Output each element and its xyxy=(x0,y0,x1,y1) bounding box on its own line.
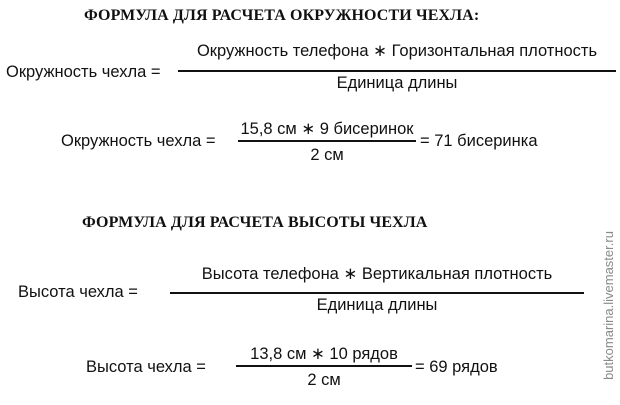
watermark-text: butkomarina.livemaster.ru xyxy=(600,230,616,380)
example-numerator: 15,8 см ∗ 9 бисеринок xyxy=(240,120,414,138)
formula-lhs: Окружность чехла = xyxy=(6,63,161,81)
formula-numerator: Высота телефона ∗ Вертикальная плотность xyxy=(201,265,553,283)
example-denominator: 2 см xyxy=(307,371,341,389)
watermark xyxy=(598,205,618,405)
fraction-bar xyxy=(238,140,416,142)
formula-numerator: Окружность телефона ∗ Горизонтальная плотность xyxy=(196,42,598,60)
example-denominator: 2 см xyxy=(310,146,344,164)
formula-denominator: Единица длины xyxy=(316,296,438,314)
example-lhs: Окружность чехла = xyxy=(61,132,216,150)
fraction-bar xyxy=(170,292,584,294)
formula-denominator: Единица длины xyxy=(336,74,458,92)
fraction-bar xyxy=(236,365,412,367)
fraction-bar xyxy=(178,70,616,72)
formula-lhs: Высота чехла = xyxy=(18,283,138,301)
section2-heading: ФОРМУЛА ДЛЯ РАСЧЕТА ВЫСОТЫ ЧЕХЛА xyxy=(82,214,428,231)
example-result: = 71 бисеринка xyxy=(420,132,538,150)
example-numerator: 13,8 см ∗ 10 рядов xyxy=(250,345,398,363)
example-lhs: Высота чехла = xyxy=(86,358,206,376)
section1-heading: ФОРМУЛА ДЛЯ РАСЧЕТА ОКРУЖНОСТИ ЧЕХЛА: xyxy=(84,7,480,24)
example-result: = 69 рядов xyxy=(415,358,498,376)
